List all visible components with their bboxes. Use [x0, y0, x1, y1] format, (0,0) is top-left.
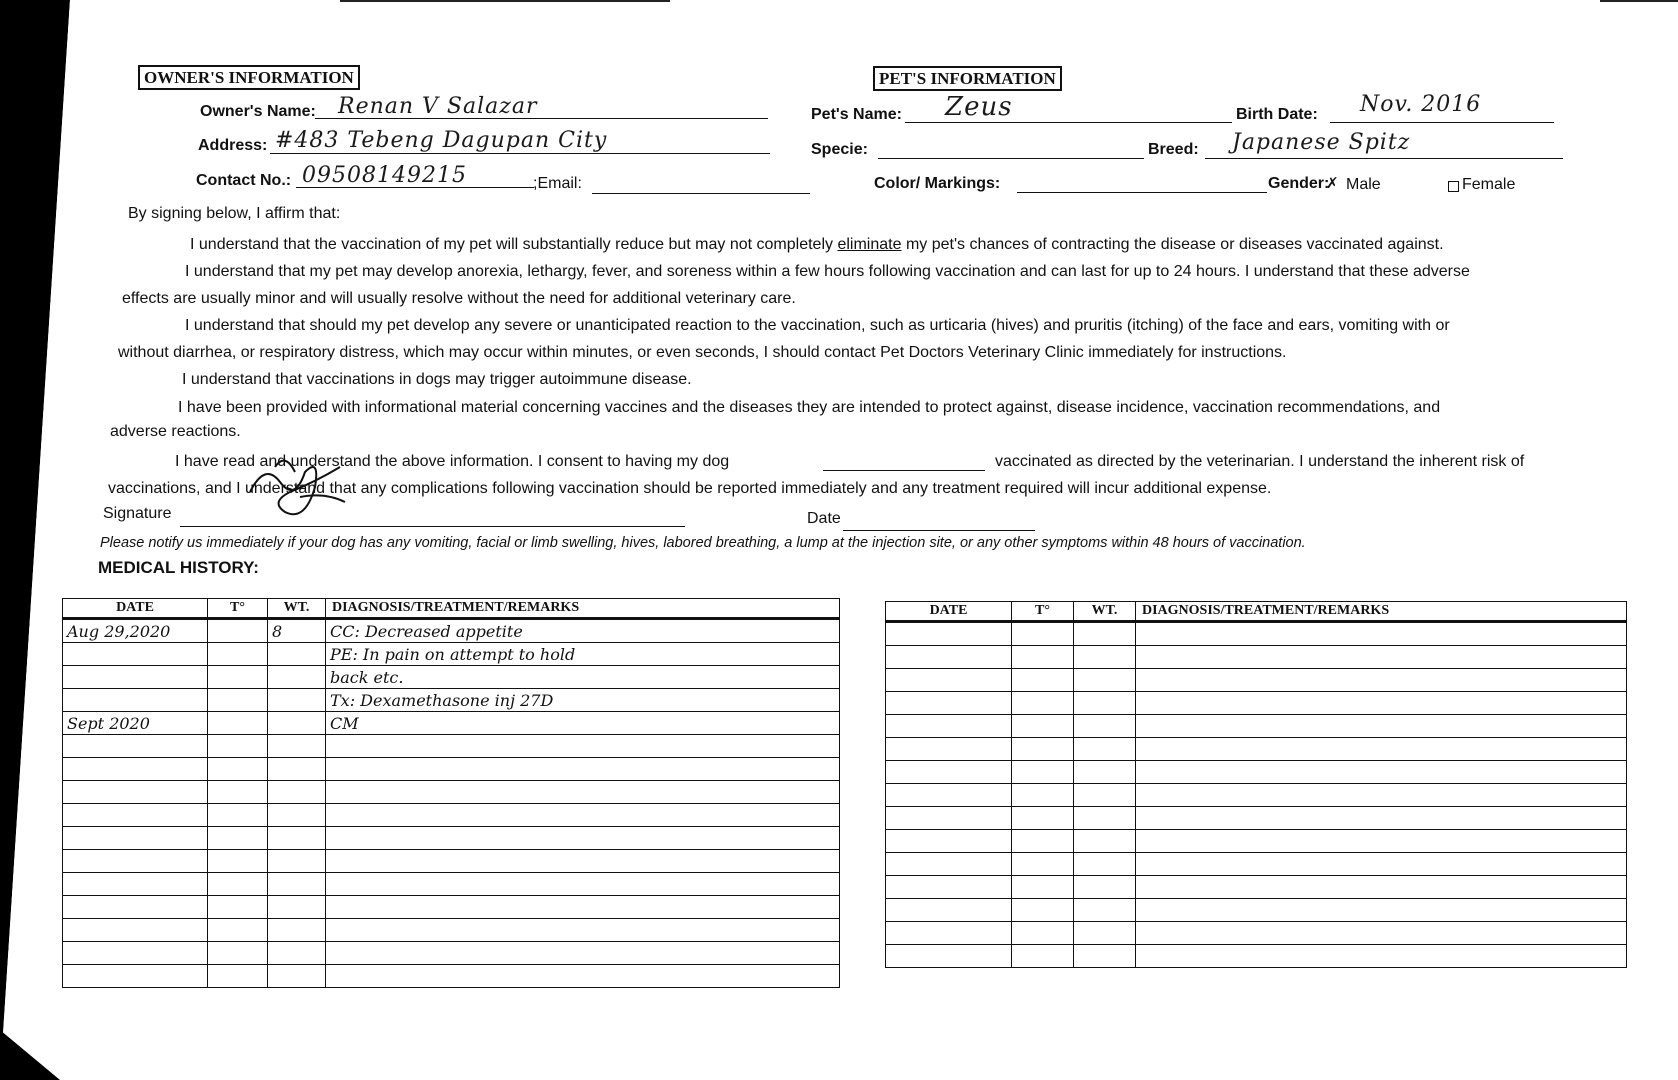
consent-p3-line2: without diarrhea, or respiratory distress, which may occur within minutes, or even seconds, I should contact Pet Doctors Veterinary Clinic immediately for instructions.: [118, 344, 1287, 361]
gender-label: Gender:: [1268, 175, 1330, 192]
pet-name-label: Pet's Name:: [811, 106, 902, 123]
cell-date[interactable]: [886, 807, 1012, 830]
col-remarks: DIAGNOSIS/TREATMENT/REMARKS: [326, 599, 840, 619]
gender-male-checked-icon[interactable]: ✗: [1326, 175, 1339, 192]
cell-remarks[interactable]: [1136, 784, 1627, 807]
cell-weight[interactable]: [268, 666, 326, 689]
cell-date[interactable]: [886, 922, 1012, 945]
cell-temp[interactable]: [208, 735, 268, 758]
cell-temp[interactable]: [1012, 899, 1074, 922]
table-row: [886, 830, 1627, 853]
cell-date[interactable]: [63, 896, 208, 919]
cell-weight[interactable]: [268, 896, 326, 919]
table-row: [63, 873, 840, 896]
cell-weight[interactable]: [268, 942, 326, 965]
table-row: [886, 622, 1627, 646]
notice-text: Please notify us immediately if your dog has any vomiting, facial or limb swelling, hives, labored breathing, a lump at the injection site, or any other symptoms within 48 hours of vaccination.: [100, 535, 1306, 551]
owner-name-label: Owner's Name:: [200, 103, 316, 120]
pet-info-heading: PET'S INFORMATION: [873, 66, 1062, 91]
cell-weight[interactable]: [268, 873, 326, 896]
cell-date[interactable]: [63, 827, 208, 850]
cell-date[interactable]: [886, 945, 1012, 968]
date-field[interactable]: [843, 508, 1035, 531]
cell-remarks[interactable]: [1136, 738, 1627, 761]
cell-date[interactable]: [886, 646, 1012, 669]
table-row: [886, 807, 1627, 830]
col-weight: WT.: [268, 599, 326, 619]
cell-remarks[interactable]: [1136, 646, 1627, 669]
cell-date[interactable]: [886, 853, 1012, 876]
cell-weight[interactable]: [1074, 784, 1136, 807]
cell-weight[interactable]: [268, 804, 326, 827]
cell-date[interactable]: Sept 2020: [63, 712, 208, 735]
table-row: [63, 666, 840, 689]
cell-weight[interactable]: [268, 689, 326, 712]
cell-date[interactable]: [886, 738, 1012, 761]
cell-date[interactable]: [886, 784, 1012, 807]
consent-p4: I understand that vaccinations in dogs may trigger autoimmune disease.: [182, 371, 692, 388]
medical-history-heading: MEDICAL HISTORY:: [98, 558, 259, 577]
cell-weight[interactable]: [268, 850, 326, 873]
col-temp: T°: [1012, 602, 1074, 622]
cell-temp[interactable]: [208, 873, 268, 896]
cell-weight[interactable]: 8: [268, 619, 326, 643]
cell-weight[interactable]: [268, 643, 326, 666]
cell-temp[interactable]: [208, 643, 268, 666]
breed-value: Japanese Spitz: [1232, 130, 1411, 155]
cell-temp[interactable]: [208, 942, 268, 965]
cell-date[interactable]: [63, 643, 208, 666]
medical-history-table-left: [62, 598, 840, 988]
cell-weight[interactable]: [268, 758, 326, 781]
cell-weight[interactable]: [1074, 807, 1136, 830]
cell-remarks[interactable]: CC: Decreased appetite: [326, 619, 840, 643]
cell-temp[interactable]: [1012, 669, 1074, 692]
cell-weight[interactable]: [1074, 761, 1136, 784]
email-label: ;Email:: [533, 175, 582, 192]
cell-remarks[interactable]: [1136, 899, 1627, 922]
cell-temp[interactable]: [1012, 622, 1074, 646]
cell-temp[interactable]: [1012, 853, 1074, 876]
cell-temp[interactable]: [1012, 692, 1074, 715]
cell-date[interactable]: [63, 689, 208, 712]
cell-temp[interactable]: [208, 850, 268, 873]
table-row: [886, 899, 1627, 922]
scan-shadow-bottom-left: [0, 1030, 60, 1080]
consent-intro: By signing below, I affirm that:: [128, 205, 341, 222]
cell-date[interactable]: [63, 758, 208, 781]
cell-remarks[interactable]: [326, 896, 840, 919]
cell-date[interactable]: [63, 873, 208, 896]
consent-p6-line1b: vaccinated as directed by the veterinarian. I understand the inherent risk of: [995, 453, 1525, 470]
consent-p5-line2: adverse reactions.: [110, 423, 241, 440]
cell-remarks[interactable]: [326, 758, 840, 781]
cell-date[interactable]: [886, 715, 1012, 738]
cell-temp[interactable]: [1012, 646, 1074, 669]
cell-weight[interactable]: [1074, 715, 1136, 738]
cell-weight[interactable]: [268, 965, 326, 988]
cell-weight[interactable]: [1074, 622, 1136, 646]
cell-temp[interactable]: [208, 712, 268, 735]
cell-temp[interactable]: [208, 827, 268, 850]
table-row: [63, 804, 840, 827]
cell-date[interactable]: [886, 761, 1012, 784]
cell-weight[interactable]: [268, 712, 326, 735]
consent-p6-line2: vaccinations, and I understand that any complications following vaccination should be reported immediately and any treatment required will incur additional expense.: [108, 480, 1272, 497]
col-weight: WT.: [1074, 602, 1136, 622]
table-row: [63, 689, 840, 712]
cell-date[interactable]: [63, 781, 208, 804]
pet-name-value: Zeus: [945, 92, 1013, 122]
cell-weight[interactable]: [1074, 738, 1136, 761]
cell-remarks[interactable]: back etc.: [326, 666, 840, 689]
cell-weight[interactable]: [1074, 830, 1136, 853]
cell-weight[interactable]: [1074, 945, 1136, 968]
table-row: [886, 922, 1627, 945]
cell-temp[interactable]: [1012, 945, 1074, 968]
cell-temp[interactable]: [1012, 784, 1074, 807]
cell-temp[interactable]: [208, 619, 268, 643]
table-row: [63, 781, 840, 804]
cell-temp[interactable]: [1012, 830, 1074, 853]
cell-date[interactable]: [63, 850, 208, 873]
consent-p1-underlined: eliminate: [837, 236, 902, 253]
cell-date[interactable]: [63, 942, 208, 965]
specie-field[interactable]: [878, 136, 1144, 159]
table-row: [886, 715, 1627, 738]
cell-weight[interactable]: [268, 781, 326, 804]
col-remarks: DIAGNOSIS/TREATMENT/REMARKS: [1136, 602, 1627, 622]
signature-label: Signature: [103, 505, 172, 522]
consent-p2-line1: I understand that my pet may develop anorexia, lethargy, fever, and soreness within a few hours following vaccination and can last for up to 24 hours. I understand that these adverse: [185, 263, 1470, 280]
cell-date[interactable]: [886, 876, 1012, 899]
cell-date[interactable]: [63, 919, 208, 942]
contact-label: Contact No.:: [196, 172, 292, 189]
cell-temp[interactable]: [208, 781, 268, 804]
table-row: [886, 692, 1627, 715]
birth-date-label: Birth Date:: [1236, 106, 1318, 123]
cell-weight[interactable]: [1074, 876, 1136, 899]
cell-weight[interactable]: [268, 919, 326, 942]
cell-remarks[interactable]: [1136, 922, 1627, 945]
owner-name-value: Renan V Salazar: [338, 94, 538, 119]
cell-date[interactable]: [886, 622, 1012, 646]
table-row: [63, 735, 840, 758]
cell-date[interactable]: [886, 899, 1012, 922]
cell-remarks[interactable]: [1136, 807, 1627, 830]
col-date: DATE: [886, 602, 1012, 622]
consent-p1-end: my pet's chances of contracting the disease or diseases vaccinated against.: [905, 236, 1444, 253]
cell-date[interactable]: Aug 29,2020: [63, 619, 208, 643]
cell-date[interactable]: [63, 804, 208, 827]
cell-remarks[interactable]: [1136, 830, 1627, 853]
signature-scribble-image: [245, 452, 355, 524]
cell-remarks[interactable]: [1136, 945, 1627, 968]
color-markings-field[interactable]: [1017, 170, 1267, 193]
birth-date-value: Nov. 2016: [1360, 92, 1482, 117]
table-row: [63, 619, 840, 643]
cell-remarks[interactable]: PE: In pain on attempt to hold: [326, 643, 840, 666]
cell-temp[interactable]: [1012, 922, 1074, 945]
cell-weight[interactable]: [1074, 899, 1136, 922]
gender-female-label: Female: [1462, 176, 1516, 193]
table-row: [63, 965, 840, 988]
dog-vaccine-blank[interactable]: [823, 452, 985, 471]
cell-remarks[interactable]: [1136, 876, 1627, 899]
cell-temp[interactable]: [1012, 738, 1074, 761]
cell-temp[interactable]: [208, 666, 268, 689]
col-date: DATE: [63, 599, 208, 619]
cell-weight[interactable]: [1074, 922, 1136, 945]
color-markings-label: Color/ Markings:: [874, 175, 1001, 192]
table-row: [63, 896, 840, 919]
scan-shadow-top-left: [0, 0, 70, 1080]
cell-remarks[interactable]: [1136, 669, 1627, 692]
gender-male-label: Male: [1346, 176, 1381, 193]
cell-date[interactable]: [886, 669, 1012, 692]
table-row: [886, 784, 1627, 807]
cell-remarks[interactable]: [1136, 622, 1627, 646]
cell-temp[interactable]: [1012, 807, 1074, 830]
date-label: Date: [807, 510, 841, 527]
cell-weight[interactable]: [1074, 853, 1136, 876]
cell-remarks[interactable]: [326, 965, 840, 988]
consent-p2-line2: effects are usually minor and will usually resolve without the need for additional veterinary care.: [122, 290, 796, 307]
cell-remarks[interactable]: [1136, 715, 1627, 738]
medical-history-table-right: [885, 601, 1627, 968]
cell-date[interactable]: [63, 965, 208, 988]
owner-info-heading: OWNER'S INFORMATION: [138, 65, 360, 90]
cell-temp[interactable]: [1012, 761, 1074, 784]
breed-label: Breed:: [1148, 141, 1199, 158]
col-temp: T°: [208, 599, 268, 619]
cell-remarks[interactable]: [1136, 692, 1627, 715]
cell-date[interactable]: [63, 735, 208, 758]
specie-label: Specie:: [811, 141, 868, 158]
table-row: [886, 738, 1627, 761]
table-row: [886, 945, 1627, 968]
consent-p1-start: I understand that the vaccination of my pet will substantially reduce but may not completely: [190, 236, 834, 253]
table-row: [63, 850, 840, 873]
cell-temp[interactable]: [208, 896, 268, 919]
cell-date[interactable]: [886, 830, 1012, 853]
consent-p5-line1: I have been provided with informational material concerning vaccines and the diseases they are intended to protect against, disease incidence, vaccination recommendations, and: [178, 399, 1441, 416]
table-row: [886, 876, 1627, 899]
cell-weight[interactable]: [1074, 646, 1136, 669]
cell-temp[interactable]: [1012, 876, 1074, 899]
table-row: [63, 758, 840, 781]
table-row: [63, 919, 840, 942]
email-field[interactable]: [592, 171, 810, 194]
consent-p1: [190, 231, 1444, 258]
gender-female-checkbox[interactable]: [1448, 181, 1459, 192]
table-row: [886, 669, 1627, 692]
cell-remarks[interactable]: [326, 919, 840, 942]
top-rule: [340, 0, 670, 2]
table-row: [63, 712, 840, 735]
cell-remarks[interactable]: [326, 942, 840, 965]
cell-date[interactable]: [63, 666, 208, 689]
cell-remarks[interactable]: [326, 827, 840, 850]
table-row: [886, 761, 1627, 784]
cell-remarks[interactable]: Tx: Dexamethasone inj 27D: [326, 689, 840, 712]
table-row: [886, 646, 1627, 669]
cell-date[interactable]: [886, 692, 1012, 715]
consent-p6-line1a: I have read and understand the above information. I consent to having my dog: [175, 453, 730, 470]
cell-temp[interactable]: [208, 804, 268, 827]
table-row: [63, 643, 840, 666]
cell-remarks[interactable]: CM: [326, 712, 840, 735]
table-row: [63, 827, 840, 850]
consent-p3-line1: I understand that should my pet develop any severe or unanticipated reaction to the vaccination, such as urticaria (hives) and pruritis (itching) of the face and ears, vomiting with or: [185, 317, 1450, 334]
cell-temp[interactable]: [208, 919, 268, 942]
cell-remarks[interactable]: [1136, 761, 1627, 784]
address-value: #483 Tebeng Dagupan City: [275, 128, 608, 153]
cell-weight[interactable]: [268, 827, 326, 850]
cell-temp[interactable]: [1012, 715, 1074, 738]
cell-remarks[interactable]: [326, 735, 840, 758]
table-row: [63, 942, 840, 965]
top-rule-right: [1600, 0, 1678, 2]
cell-weight[interactable]: [1074, 692, 1136, 715]
cell-weight[interactable]: [268, 735, 326, 758]
cell-temp[interactable]: [208, 965, 268, 988]
address-label: Address:: [198, 137, 268, 154]
cell-remarks[interactable]: [326, 850, 840, 873]
cell-temp[interactable]: [208, 689, 268, 712]
cell-weight[interactable]: [1074, 669, 1136, 692]
cell-remarks[interactable]: [326, 873, 840, 896]
cell-remarks[interactable]: [326, 804, 840, 827]
cell-remarks[interactable]: [326, 781, 840, 804]
cell-temp[interactable]: [208, 758, 268, 781]
table-row: [886, 853, 1627, 876]
contact-value: 09508149215: [302, 163, 467, 188]
cell-remarks[interactable]: [1136, 853, 1627, 876]
